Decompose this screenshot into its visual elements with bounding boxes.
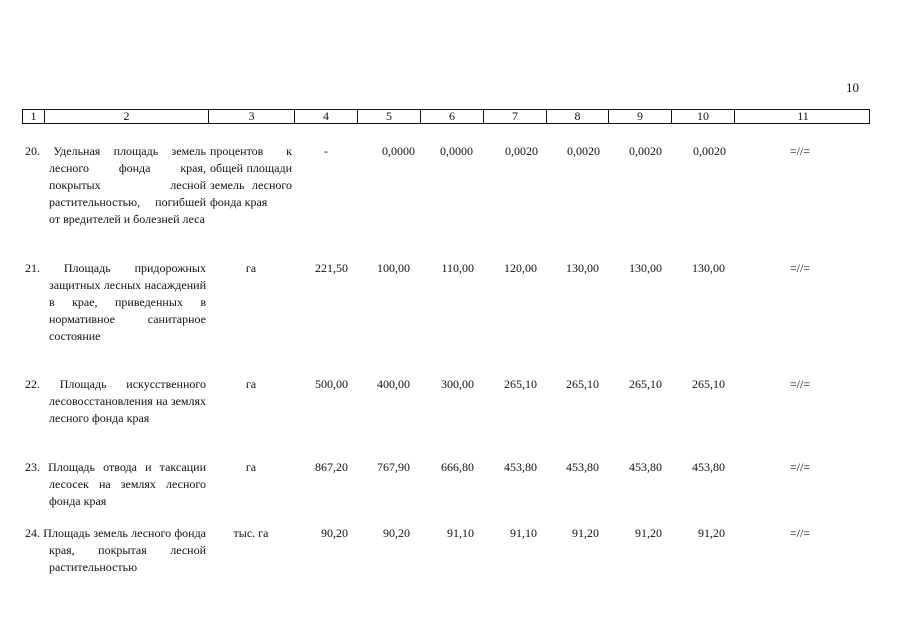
value-col-10: 91,20: [698, 526, 725, 540]
header-col-8: 8: [547, 110, 609, 123]
unit-of-measure: тыс. га: [233, 526, 269, 540]
unit-of-measure: га: [245, 460, 257, 474]
unit-of-measure: га: [245, 377, 257, 391]
value-col-4: 90,20: [321, 526, 348, 540]
unit-of-measure: га: [245, 261, 257, 275]
header-col-10: 10: [672, 110, 735, 123]
value-col-4: 500,00: [315, 377, 348, 391]
value-col-8: 453,80: [566, 460, 599, 474]
ditto-mark: =//=: [789, 144, 811, 158]
value-col-9: 453,80: [629, 460, 662, 474]
header-col-5: 5: [358, 110, 421, 123]
indicator-description: 22. Площадь искусственного лесовосстановления на землях лесного фонда края: [25, 377, 206, 425]
value-col-5: 0,0000: [382, 144, 415, 158]
value-col-4: 867,20: [315, 460, 348, 474]
value-col-5: 100,00: [377, 261, 410, 275]
value-col-4: 221,50: [315, 261, 348, 275]
value-col-8: 265,10: [566, 377, 599, 391]
value-col-8: 130,00: [566, 261, 599, 275]
value-col-6: 300,00: [441, 377, 474, 391]
page-number: 10: [846, 80, 859, 95]
header-col-11: 11: [797, 109, 809, 123]
header-col-7: 7: [484, 110, 547, 123]
indicator-description: 24. Площадь земель лесного фонда края, покрытая лесной растительностью: [25, 526, 206, 574]
value-col-10: 130,00: [692, 261, 725, 275]
unit-of-measure: процентов к общей площади земель лесного фонда края: [210, 144, 292, 209]
value-col-7: 91,10: [510, 526, 537, 540]
value-col-10: 265,10: [692, 377, 725, 391]
value-col-7: 265,10: [504, 377, 537, 391]
value-col-7: 0,0020: [505, 144, 538, 158]
value-col-7: 120,00: [504, 261, 537, 275]
value-col-5: 90,20: [383, 526, 410, 540]
value-col-6: 0,0000: [440, 144, 473, 158]
value-col-10: 453,80: [692, 460, 725, 474]
value-col-7: 453,80: [504, 460, 537, 474]
value-col-6: 666,80: [441, 460, 474, 474]
value-col-9: 130,00: [629, 261, 662, 275]
ditto-mark: =//=: [789, 261, 811, 275]
column-number-header: [22, 109, 870, 124]
value-col-9: 265,10: [629, 377, 662, 391]
value-col-4: -: [324, 144, 328, 158]
header-col-6: 6: [421, 110, 484, 123]
value-col-8: 0,0020: [567, 144, 600, 158]
header-col-9: 9: [609, 110, 672, 123]
header-col-2: 2: [45, 110, 209, 123]
ditto-mark: =//=: [789, 526, 811, 540]
header-col-3: 3: [209, 110, 295, 123]
value-col-6: 110,00: [441, 261, 474, 275]
value-col-6: 91,10: [447, 526, 474, 540]
value-col-5: 767,90: [377, 460, 410, 474]
value-col-10: 0,0020: [693, 144, 726, 158]
indicator-description: 23. Площадь отвода и таксации лесосек на землях лесного фонда края: [25, 460, 206, 508]
ditto-mark: =//=: [789, 460, 811, 474]
value-col-8: 91,20: [572, 526, 599, 540]
indicator-description: 21. Площадь придорожных защитных лесных насаждений в крае, приведенных в нормативное санитарное состояние: [25, 261, 206, 343]
value-col-9: 0,0020: [629, 144, 662, 158]
header-col-1: 1: [23, 110, 45, 123]
header-col-4: 4: [295, 110, 358, 123]
ditto-mark: =//=: [789, 377, 811, 391]
value-col-9: 91,20: [635, 526, 662, 540]
value-col-5: 400,00: [377, 377, 410, 391]
indicator-description: 20. Удельная площадь земель лесного фонда края, покрытых лесной растительностью, погибшей от вредителей и болезней леса: [25, 144, 206, 226]
